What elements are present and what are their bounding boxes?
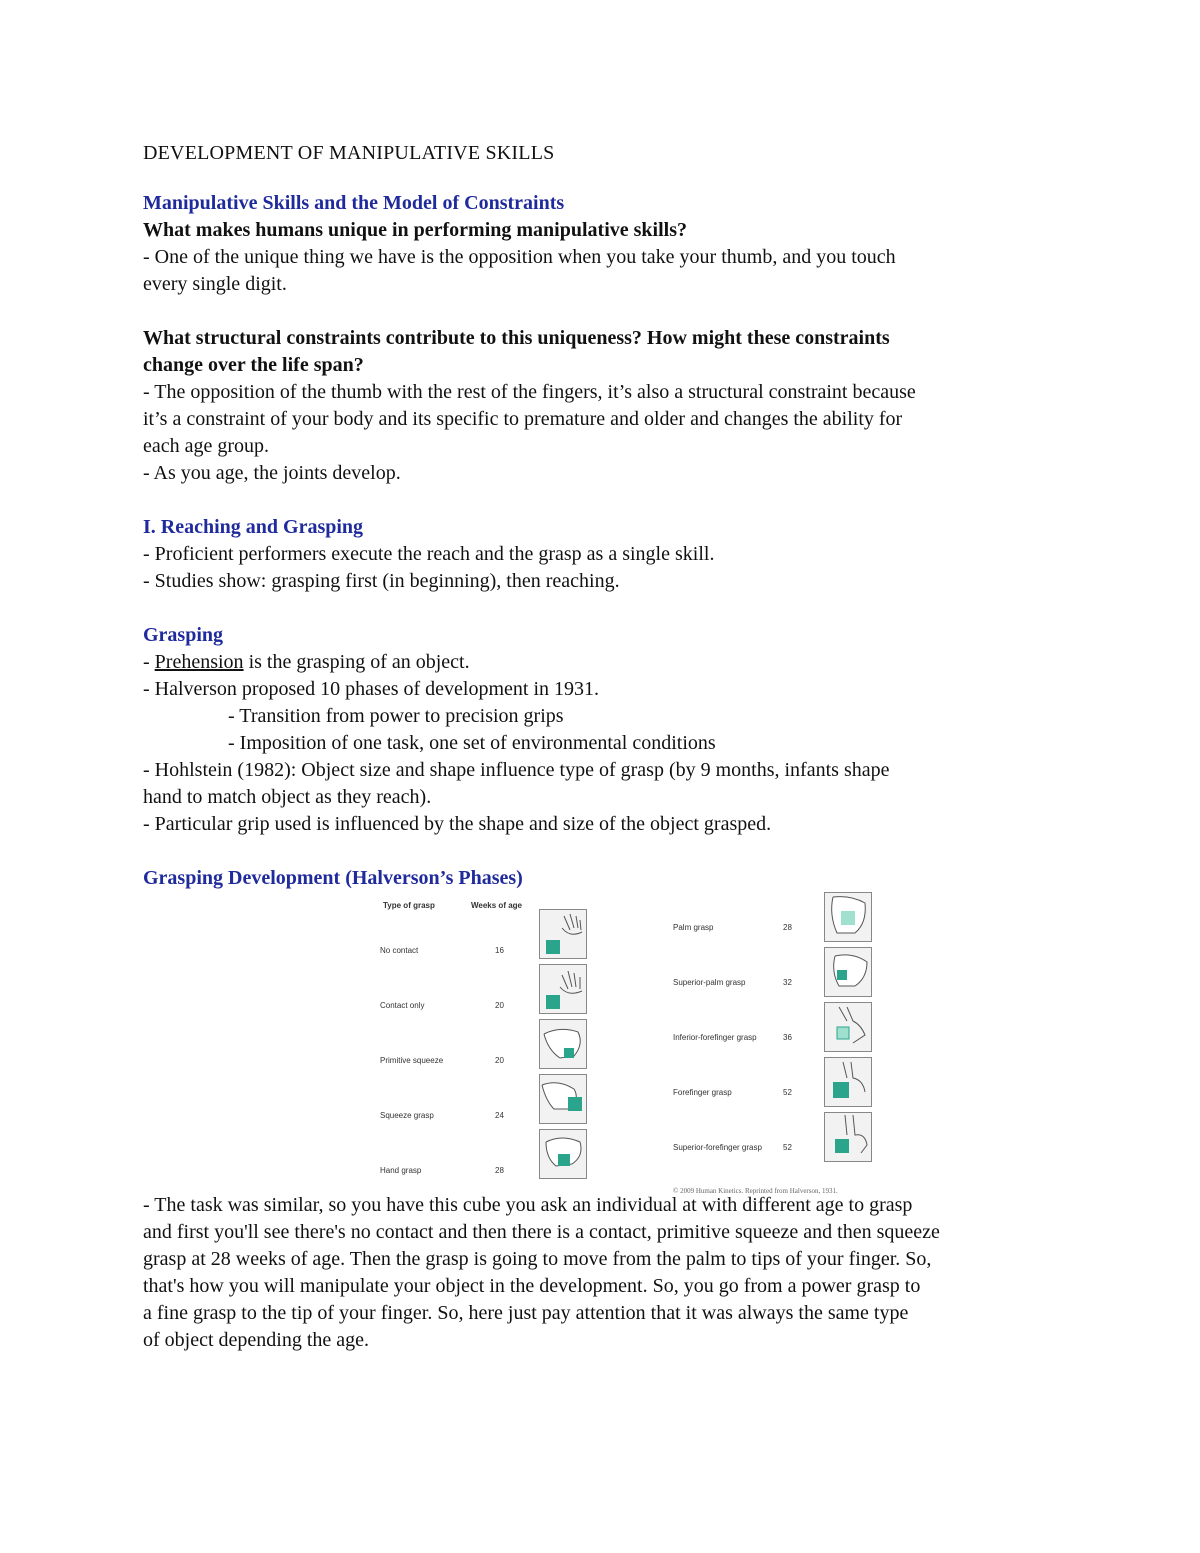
- grasp-label-inferior-forefinger-grasp: Inferior-forefinger grasp: [673, 1033, 757, 1042]
- heading-grasping: Grasping: [143, 624, 224, 646]
- grasp-weeks-primitive-squeeze: 20: [495, 1056, 504, 1065]
- development-line-2: and first you'll see there's no contact and then there is a contact, primitive squeeze and then squeeze: [143, 1221, 940, 1243]
- grasp-label-superior-palm-grasp: Superior-palm grasp: [673, 978, 746, 987]
- figure-credit: © 2009 Human Kinetics. Reprinted from Halverson, 1931.: [673, 1187, 838, 1195]
- development-line-6: of object depending the age.: [143, 1329, 370, 1351]
- grasp-illustration-hand-grasp: [539, 1129, 587, 1179]
- grasp-weeks-forefinger-grasp: 52: [783, 1088, 792, 1097]
- prehension-term: Prehension: [154, 651, 244, 673]
- grasp-illustration-squeeze-grasp: [539, 1074, 587, 1124]
- grasp-illustration-inferior-forefinger-grasp: [824, 1002, 872, 1052]
- document-title: DEVELOPMENT OF MANIPULATIVE SKILLS: [143, 142, 555, 164]
- question-constraints-line-2: change over the life span?: [143, 354, 364, 376]
- development-line-5: a fine grasp to the tip of your finger. So, here just pay attention that it was always the same type: [143, 1302, 909, 1324]
- grasp-label-superior-forefinger-grasp: Superior-forefinger grasp: [673, 1143, 762, 1152]
- grasp-weeks-palm-grasp: 28: [783, 923, 792, 932]
- grasp-illustration-palm-grasp: [824, 892, 872, 942]
- answer-constraints-line-3: each age group.: [143, 435, 270, 457]
- heading-reaching: I. Reaching and Grasping: [143, 516, 364, 538]
- heading-development: Grasping Development (Halverson’s Phases): [143, 867, 523, 889]
- development-line-4: that's how you will manipulate your object in the development. So, you go from a power grasp to: [143, 1275, 921, 1297]
- grasp-illustration-contact-only: [539, 964, 587, 1014]
- grasp-illustration-superior-palm-grasp: [824, 947, 872, 997]
- grasp-label-contact-only: Contact only: [380, 1001, 425, 1010]
- grasping-line-1-rest: is the grasping of an object.: [243, 651, 470, 673]
- grasping-line-5: - Hohlstein (1982): Object size and shape influence type of grasp (by 9 months, infants shape: [143, 759, 890, 781]
- grasp-weeks-superior-forefinger-grasp: 52: [783, 1143, 792, 1152]
- heading-constraints: Manipulative Skills and the Model of Constraints: [143, 192, 565, 214]
- halverson-phases-figure: [143, 892, 1063, 1195]
- grasping-line-6: hand to match object as they reach).: [143, 786, 432, 808]
- grasping-line-3: - Transition from power to precision grips: [228, 705, 564, 727]
- grasp-illustration-primitive-squeeze: [539, 1019, 587, 1069]
- answer-unique-line-2: every single digit.: [143, 273, 287, 295]
- answer-unique-line-1: - One of the unique thing we have is the opposition when you take your thumb, and you touch: [143, 246, 896, 268]
- grasping-line-7: - Particular grip used is influenced by the shape and size of the object grasped.: [143, 813, 772, 835]
- grasp-label-forefinger-grasp: Forefinger grasp: [673, 1088, 732, 1097]
- grasp-weeks-squeeze-grasp: 24: [495, 1111, 504, 1120]
- answer-constraints-line-2: it’s a constraint of your body and its specific to premature and older and changes the ability for: [143, 408, 903, 430]
- figure-header-weeks: Weeks of age: [471, 901, 522, 910]
- grasp-weeks-no-contact: 16: [495, 946, 504, 955]
- grasping-line-1-prefix: -: [143, 651, 155, 673]
- grasp-label-no-contact: No contact: [380, 946, 419, 955]
- grasp-illustration-no-contact: [539, 909, 587, 959]
- grasp-illustration-superior-forefinger-grasp: [824, 1112, 872, 1162]
- grasping-line-2: - Halverson proposed 10 phases of development in 1931.: [143, 678, 600, 700]
- question-constraints-line-1: What structural constraints contribute to this uniqueness? How might these constraints: [143, 327, 890, 349]
- question-unique: What makes humans unique in performing manipulative skills?: [143, 219, 687, 241]
- answer-constraints-line-1: - The opposition of the thumb with the rest of the fingers, it’s also a structural constraint because: [143, 381, 916, 403]
- grasping-line-1: [143, 649, 1063, 676]
- grasp-weeks-contact-only: 20: [495, 1001, 504, 1010]
- grasping-line-4: - Imposition of one task, one set of environmental conditions: [228, 732, 716, 754]
- grasp-label-primitive-squeeze: Primitive squeeze: [380, 1056, 444, 1065]
- grasp-label-palm-grasp: Palm grasp: [673, 923, 714, 932]
- grasp-illustration-forefinger-grasp: [824, 1057, 872, 1107]
- grasp-label-squeeze-grasp: Squeeze grasp: [380, 1111, 434, 1120]
- reaching-line-1: - Proficient performers execute the reach and the grasp as a single skill.: [143, 543, 715, 565]
- development-line-3: grasp at 28 weeks of age. Then the grasp is going to move from the palm to tips of your finger. So,: [143, 1248, 932, 1270]
- answer-constraints-line-4: - As you age, the joints develop.: [143, 462, 401, 484]
- grasp-label-hand-grasp: Hand grasp: [380, 1166, 422, 1175]
- grasp-weeks-superior-palm-grasp: 32: [783, 978, 792, 987]
- grasp-weeks-inferior-forefinger-grasp: 36: [783, 1033, 792, 1042]
- reaching-line-2: - Studies show: grasping first (in beginning), then reaching.: [143, 570, 620, 592]
- grasp-weeks-hand-grasp: 28: [495, 1166, 504, 1175]
- document-body: [143, 140, 1063, 1354]
- figure-header-type: Type of grasp: [383, 901, 435, 910]
- development-line-1: - The task was similar, so you have this cube you ask an individual at with different age to grasp: [143, 1194, 913, 1216]
